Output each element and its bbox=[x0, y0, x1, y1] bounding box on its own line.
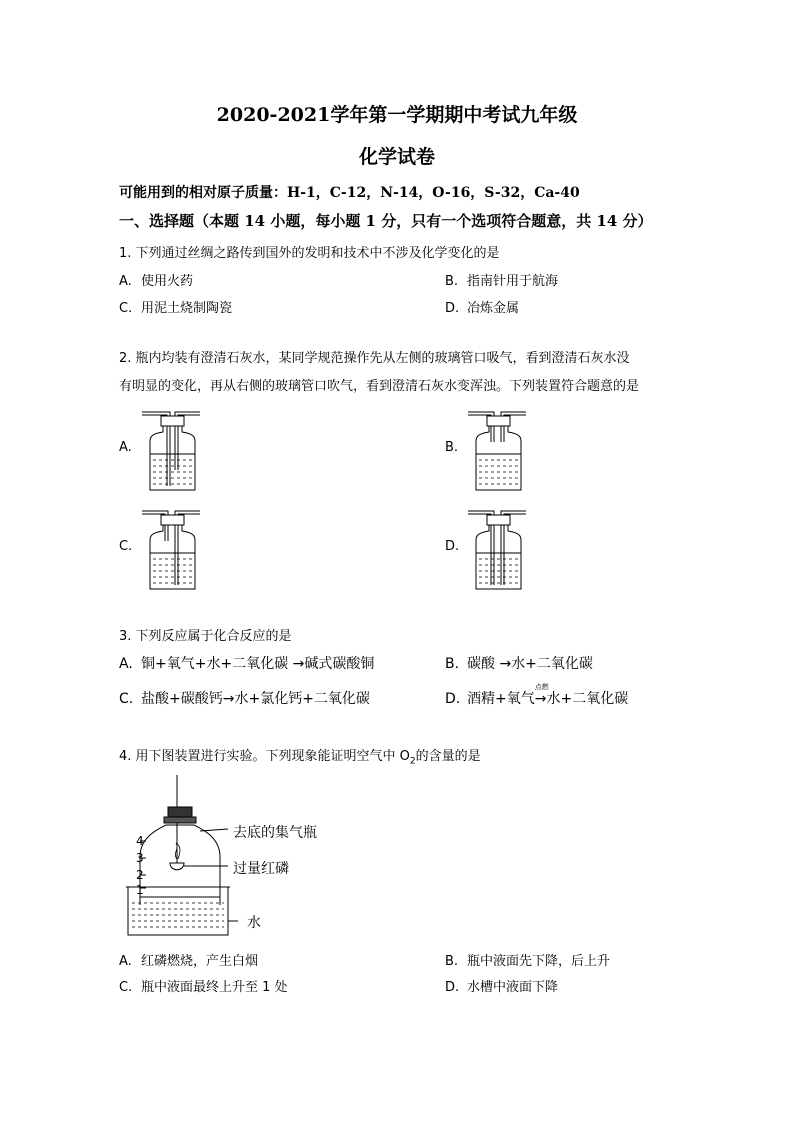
q4-stem bbox=[119, 745, 481, 767]
option-label: A. bbox=[119, 656, 133, 672]
option-label: C. bbox=[119, 980, 133, 995]
option-text: 红磷燃烧，产生白烟 bbox=[141, 954, 259, 969]
q4-option-c bbox=[119, 976, 288, 995]
q2-stem-line1: 2. 瓶内均装有澄清石灰水，某同学规范操作先从左侧的玻璃管口吸气，看到澄清石灰水没 bbox=[119, 351, 630, 366]
label-red-phosphorus: 过量红磷 bbox=[233, 861, 289, 877]
label-bottomless-jar: 去底的集气瓶 bbox=[233, 825, 317, 841]
option-label: B. bbox=[445, 656, 460, 672]
products: 水+氯化钙+二氧化碳 bbox=[234, 691, 370, 707]
bottle-a-diagram bbox=[138, 402, 208, 494]
option-label: B. bbox=[445, 954, 459, 969]
q3-option-d bbox=[445, 683, 629, 708]
reactants: 铜+氧气+水+二氧化碳 bbox=[141, 656, 289, 672]
scale-label: 3 bbox=[136, 851, 144, 865]
option-label: D. bbox=[445, 980, 460, 995]
option-label: D. bbox=[445, 301, 460, 316]
option-text: 瓶中液面先下降，后上升 bbox=[467, 954, 611, 969]
q4-stem-subscript: 2 bbox=[409, 756, 416, 767]
q4-stem-prefix: 4. 用下图装置进行实验。下列现象能证明空气中 O bbox=[119, 749, 410, 764]
option-text: 使用火药 bbox=[141, 274, 194, 289]
q4-option-d bbox=[445, 976, 558, 995]
q4-option-b bbox=[445, 950, 610, 969]
option-label: B. bbox=[445, 274, 459, 289]
option-text: 用泥土烧制陶瓷 bbox=[141, 301, 233, 316]
option-label: D. bbox=[445, 691, 461, 707]
bottle-d-diagram bbox=[464, 501, 534, 593]
q1-option-b bbox=[445, 270, 558, 289]
option-text: 水槽中液面下降 bbox=[467, 980, 559, 995]
q2-option-c-label: C. bbox=[119, 539, 133, 554]
option-label: C. bbox=[119, 301, 133, 316]
q3-option-c bbox=[119, 688, 370, 708]
option-label: A. bbox=[119, 954, 132, 969]
products: 碱式碳酸铜 bbox=[304, 656, 375, 672]
section-heading: 一、选择题（本题 14 小题，每小题 1 分，只有一个选项符合题意，共 14 分） bbox=[119, 212, 653, 230]
option-label: C. bbox=[119, 691, 134, 707]
label-water: 水 bbox=[247, 915, 261, 931]
scale-label: 2 bbox=[136, 868, 144, 882]
q2-option-b-label: B. bbox=[445, 440, 459, 455]
products: 水+二氧化碳 bbox=[511, 656, 593, 672]
atomic-mass-line: 可能用到的相对原子质量：H-1，C-12，N-14，O-16，S-32，Ca-40 bbox=[119, 185, 580, 201]
exam-title: 2020-2021学年第一学期期中考试九年级 bbox=[216, 104, 578, 126]
q4-option-a bbox=[119, 950, 258, 969]
products: 水+二氧化碳 bbox=[546, 691, 629, 707]
scale-label: 4 bbox=[136, 834, 144, 848]
q1-option-a bbox=[119, 270, 193, 289]
bottle-b-diagram bbox=[464, 402, 534, 494]
scale-label: 1 bbox=[136, 883, 144, 897]
q2-option-a-label: A. bbox=[119, 440, 132, 455]
q2-stem-line2: 有明显的变化，再从右侧的玻璃管口吹气，看到澄清石灰水变浑浊。下列装置符合题意的是 bbox=[119, 379, 640, 394]
option-text: 瓶中液面最终上升至 1 处 bbox=[141, 980, 288, 995]
q1-option-d bbox=[445, 297, 519, 316]
q3-option-b bbox=[445, 653, 593, 673]
q1-stem: 1. 下列通过丝绸之路传到国外的发明和技术中不涉及化学变化的是 bbox=[119, 246, 500, 261]
reactants: 碳酸 bbox=[467, 656, 495, 672]
exam-subtitle: 化学试卷 bbox=[358, 146, 435, 168]
reaction-condition: 点燃 bbox=[534, 683, 549, 691]
reactants: 酒精+氧气 bbox=[467, 691, 535, 707]
reactants: 盐酸+碳酸钙 bbox=[141, 691, 223, 707]
bottle-c-diagram bbox=[138, 501, 208, 593]
condition-arrow bbox=[534, 683, 549, 707]
option-text: 冶炼金属 bbox=[467, 301, 520, 316]
q4-stem-suffix: 的含量的是 bbox=[415, 749, 481, 764]
q1-option-c bbox=[119, 297, 232, 316]
reaction-arrow: → bbox=[499, 656, 512, 672]
q2-option-d-label: D. bbox=[445, 539, 460, 554]
option-label: A. bbox=[119, 274, 132, 289]
reaction-arrow: → bbox=[222, 691, 235, 707]
q3-stem: 3. 下列反应属于化合反应的是 bbox=[119, 629, 292, 644]
reaction-arrow: → bbox=[292, 656, 305, 672]
option-text: 指南针用于航海 bbox=[467, 274, 559, 289]
reaction-arrow: → bbox=[534, 691, 547, 707]
q3-option-a bbox=[119, 653, 374, 673]
